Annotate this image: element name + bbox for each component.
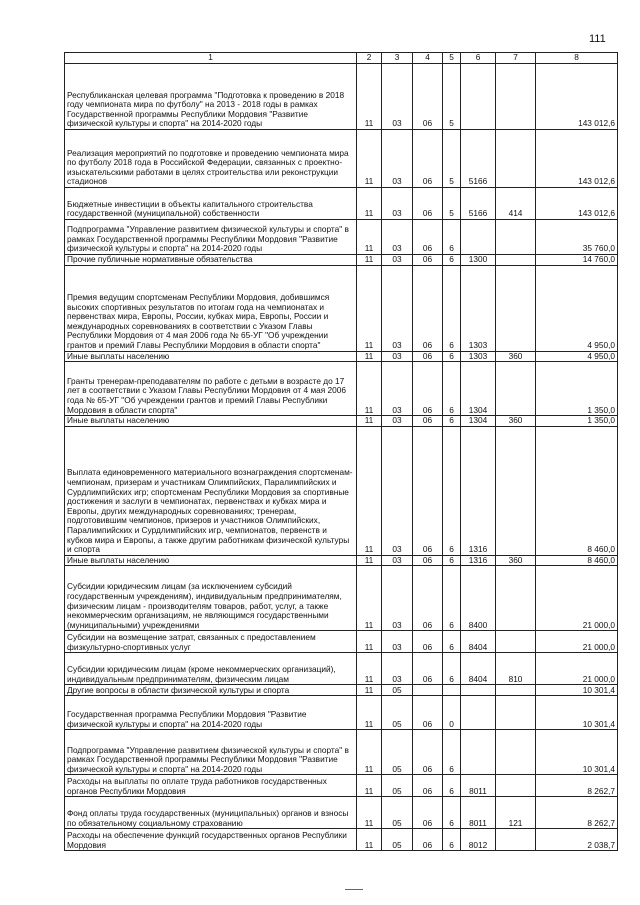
subprogram-code: 6	[443, 351, 461, 362]
subsection-code: 03	[382, 220, 413, 255]
row-description: Реализация мероприятий по подготовке и проведению чемпионата мира по футболу 2018 года в Российской Федерации, связанных с проектно-изыскательскими работами в целях строительства или реконструкции стадионов	[65, 130, 357, 188]
program-code: 06	[413, 130, 443, 188]
amount: 143 012,6	[536, 64, 618, 130]
amount: 21 000,0	[536, 653, 618, 685]
subsection-code: 05	[382, 685, 413, 696]
program-code: 06	[413, 555, 443, 566]
table-row	[65, 416, 618, 427]
amount: 10 301,4	[536, 696, 618, 730]
subsection-code: 05	[382, 829, 413, 851]
amount: 2 038,7	[536, 829, 618, 851]
item-code: 1316	[461, 555, 496, 566]
row-description: Расходы на обеспечение функций государственных органов Республики Мордовия	[65, 829, 357, 851]
page-number: 111	[589, 33, 606, 45]
program-code: 06	[413, 829, 443, 851]
program-code: 06	[413, 255, 443, 266]
header-cell: 1	[65, 53, 357, 64]
amount: 10 301,4	[536, 685, 618, 696]
amount: 21 000,0	[536, 566, 618, 631]
item-code: 5166	[461, 130, 496, 188]
expense-type-code	[496, 775, 536, 797]
table-row	[65, 566, 618, 631]
section-code: 11	[357, 696, 382, 730]
subprogram-code: 0	[443, 696, 461, 730]
row-description: Выплата единовременного материального вознаграждения спортсменам-чемпионам, призерам и участникам Олимпийских, Паралимпийских и Сурдлимпийских игр; спортсменам Республики Мордовия за спортивные достижения и заслуги в чемпионатах, первенствах и кубках мира и Европы, других международных соревнованиях; тренерам, подготовившим чемпионов, призеров и участников Олимпийских, Паралимпийских и Сурдлимпийских игр, чемпионатов, первенств и кубков мира и Европы, а также другим работникам физической культуры и спорта	[65, 426, 357, 555]
program-code: 06	[413, 797, 443, 829]
row-description: Субсидии юридическим лицам (кроме некоммерческих организаций), индивидуальным предпринимателям, физическим лицам	[65, 653, 357, 685]
subprogram-code: 6	[443, 555, 461, 566]
table-header-row	[65, 53, 618, 64]
item-code: 1303	[461, 351, 496, 362]
expense-type-code: 810	[496, 653, 536, 685]
row-description: Прочие публичные нормативные обязательства	[65, 255, 357, 266]
amount: 1 350,0	[536, 362, 618, 416]
subsection-code: 03	[382, 188, 413, 220]
table-row	[65, 631, 618, 653]
item-code: 8011	[461, 797, 496, 829]
program-code: 06	[413, 265, 443, 351]
subprogram-code: 6	[443, 829, 461, 851]
program-code: 06	[413, 653, 443, 685]
subsection-code: 03	[382, 631, 413, 653]
header-cell: 5	[443, 53, 461, 64]
row-description: Государственная программа Республики Мордовия "Развитие физической культуры и спорта" на 2014-2020 годы	[65, 696, 357, 730]
section-code: 11	[357, 188, 382, 220]
table-row	[65, 220, 618, 255]
amount: 4 950,0	[536, 265, 618, 351]
subsection-code: 03	[382, 362, 413, 416]
item-code	[461, 730, 496, 775]
subprogram-code: 6	[443, 265, 461, 351]
header-cell: 6	[461, 53, 496, 64]
table-row	[65, 797, 618, 829]
subsection-code: 03	[382, 255, 413, 266]
expense-type-code	[496, 64, 536, 130]
subsection-code: 05	[382, 775, 413, 797]
row-description: Подпрограмма "Управление развитием физической культуры и спорта" в рамках Государственной программы Республики Мордовия "Развитие физической культуры и спорта" на 2014-2020 годы	[65, 220, 357, 255]
program-code: 06	[413, 188, 443, 220]
subsection-code: 05	[382, 696, 413, 730]
header-cell: 3	[382, 53, 413, 64]
subprogram-code: 6	[443, 653, 461, 685]
section-code: 11	[357, 130, 382, 188]
subsection-code: 03	[382, 351, 413, 362]
subprogram-code: 6	[443, 255, 461, 266]
item-code: 8011	[461, 775, 496, 797]
amount: 21 000,0	[536, 631, 618, 653]
amount: 4 950,0	[536, 351, 618, 362]
expense-type-code	[496, 566, 536, 631]
subprogram-code: 6	[443, 362, 461, 416]
subprogram-code: 5	[443, 64, 461, 130]
section-code: 11	[357, 416, 382, 427]
row-description: Расходы на выплаты по оплате труда работников государственных органов Республики Мордовия	[65, 775, 357, 797]
subprogram-code: 6	[443, 797, 461, 829]
table-row	[65, 696, 618, 730]
row-description: Субсидии на возмещение затрат, связанных с предоставлением физкультурно-спортивных услуг	[65, 631, 357, 653]
header-cell: 4	[413, 53, 443, 64]
section-code: 11	[357, 555, 382, 566]
row-description: Иные выплаты населению	[65, 416, 357, 427]
section-code: 11	[357, 255, 382, 266]
table-row	[65, 265, 618, 351]
program-code: 06	[413, 566, 443, 631]
row-description: Фонд оплаты труда государственных (муниципальных) органов и взносы по обязательному социальному страхованию	[65, 797, 357, 829]
subprogram-code: 5	[443, 130, 461, 188]
item-code: 1304	[461, 362, 496, 416]
amount: 8 262,7	[536, 797, 618, 829]
table-row	[65, 829, 618, 851]
table-row	[65, 351, 618, 362]
subsection-code: 03	[382, 566, 413, 631]
expense-type-code: 360	[496, 351, 536, 362]
amount: 8 460,0	[536, 426, 618, 555]
table-row	[65, 685, 618, 696]
expense-type-code	[496, 265, 536, 351]
row-description: Субсидии юридическим лицам (за исключением субсидий государственным учреждениям), индивидуальным предпринимателям, физическим лицам - производителям товаров, работ, услуг, а также некоммерческим организациям, не являющимся государственными (муниципальными) учреждениями	[65, 566, 357, 631]
amount: 35 760,0	[536, 220, 618, 255]
row-description: Другие вопросы в области физической культуры и спорта	[65, 685, 357, 696]
header-cell: 8	[536, 53, 618, 64]
expense-type-code	[496, 130, 536, 188]
program-code: 06	[413, 220, 443, 255]
amount: 1 350,0	[536, 416, 618, 427]
row-description: Подпрограмма "Управление развитием физической культуры и спорта" в рамках Государственной программы Республики Мордовия "Развитие физической культуры и спорта" на 2014-2020 годы	[65, 730, 357, 775]
item-code	[461, 220, 496, 255]
item-code: 8404	[461, 631, 496, 653]
section-code: 11	[357, 351, 382, 362]
subprogram-code: 6	[443, 416, 461, 427]
budget-table	[64, 52, 618, 851]
program-code: 06	[413, 362, 443, 416]
expense-type-code: 360	[496, 416, 536, 427]
amount: 10 301,4	[536, 730, 618, 775]
subsection-code: 05	[382, 797, 413, 829]
subsection-code: 03	[382, 555, 413, 566]
subsection-code: 03	[382, 64, 413, 130]
subprogram-code	[443, 685, 461, 696]
expense-type-code	[496, 829, 536, 851]
table-row	[65, 64, 618, 130]
table-row	[65, 130, 618, 188]
program-code: 06	[413, 351, 443, 362]
item-code	[461, 64, 496, 130]
section-code: 11	[357, 362, 382, 416]
subsection-code: 03	[382, 416, 413, 427]
program-code: 06	[413, 64, 443, 130]
section-code: 11	[357, 685, 382, 696]
program-code: 06	[413, 775, 443, 797]
section-code: 11	[357, 265, 382, 351]
table-row	[65, 730, 618, 775]
subprogram-code: 6	[443, 426, 461, 555]
subprogram-code: 6	[443, 566, 461, 631]
expense-type-code	[496, 685, 536, 696]
subprogram-code: 5	[443, 188, 461, 220]
program-code: 06	[413, 416, 443, 427]
section-code: 11	[357, 631, 382, 653]
header-cell: 7	[496, 53, 536, 64]
expense-type-code	[496, 426, 536, 555]
expense-type-code	[496, 730, 536, 775]
expense-type-code	[496, 220, 536, 255]
amount: 143 012,6	[536, 188, 618, 220]
table-row	[65, 426, 618, 555]
expense-type-code: 414	[496, 188, 536, 220]
program-code	[413, 685, 443, 696]
item-code: 5166	[461, 188, 496, 220]
table-row	[65, 188, 618, 220]
program-code: 06	[413, 631, 443, 653]
table-row	[65, 362, 618, 416]
section-code: 11	[357, 730, 382, 775]
subsection-code: 05	[382, 730, 413, 775]
table-row	[65, 775, 618, 797]
amount: 14 760,0	[536, 255, 618, 266]
section-code: 11	[357, 566, 382, 631]
subprogram-code: 6	[443, 220, 461, 255]
section-code: 11	[357, 64, 382, 130]
expense-type-code: 360	[496, 555, 536, 566]
table-row	[65, 255, 618, 266]
subsection-code: 03	[382, 653, 413, 685]
row-description: Иные выплаты населению	[65, 351, 357, 362]
amount: 8 262,7	[536, 775, 618, 797]
section-code: 11	[357, 829, 382, 851]
expense-type-code	[496, 631, 536, 653]
subprogram-code: 6	[443, 730, 461, 775]
row-description: Бюджетные инвестиции в объекты капитального строительства государственной (муниципальной) собственности	[65, 188, 357, 220]
section-code: 11	[357, 653, 382, 685]
program-code: 06	[413, 730, 443, 775]
row-description: Гранты тренерам-преподавателям по работе с детьми в возрасте до 17 лет в соответствии с Указом Главы Республики Мордовия от 4 мая 2006 года № 65-УГ "Об учреждении грантов и премий Главы Республики Мордовия в области спорта"	[65, 362, 357, 416]
section-code: 11	[357, 797, 382, 829]
amount: 143 012,6	[536, 130, 618, 188]
expense-type-code	[496, 696, 536, 730]
item-code: 8012	[461, 829, 496, 851]
expense-type-code: 121	[496, 797, 536, 829]
section-code: 11	[357, 426, 382, 555]
item-code: 1300	[461, 255, 496, 266]
expense-type-code	[496, 362, 536, 416]
section-code: 11	[357, 775, 382, 797]
item-code: 8404	[461, 653, 496, 685]
item-code: 1303	[461, 265, 496, 351]
item-code	[461, 696, 496, 730]
program-code: 06	[413, 426, 443, 555]
subsection-code: 03	[382, 265, 413, 351]
item-code: 1304	[461, 416, 496, 427]
item-code	[461, 685, 496, 696]
section-code: 11	[357, 220, 382, 255]
footer-mark	[345, 889, 363, 890]
amount: 8 460,0	[536, 555, 618, 566]
subprogram-code: 6	[443, 775, 461, 797]
item-code: 1316	[461, 426, 496, 555]
subprogram-code: 6	[443, 631, 461, 653]
table-row	[65, 555, 618, 566]
subsection-code: 03	[382, 130, 413, 188]
expense-type-code	[496, 255, 536, 266]
table-row	[65, 653, 618, 685]
subsection-code: 03	[382, 426, 413, 555]
program-code: 06	[413, 696, 443, 730]
item-code: 8400	[461, 566, 496, 631]
row-description: Премия ведущим спортсменам Республики Мордовия, добившимся высоких спортивных результатов по итогам года на чемпионатах и первенствах мира, Европы, России, кубках мира, Европы, России и международных соревнованиях в соответствии с Указом Главы Республики Мордовия от 4 мая 2006 года № 65-УГ "Об учреждении грантов и премий Главы Республики Мордовия в области спорта"	[65, 265, 357, 351]
row-description: Иные выплаты населению	[65, 555, 357, 566]
header-cell: 2	[357, 53, 382, 64]
row-description: Республиканская целевая программа "Подготовка к проведению в 2018 году чемпионата мира по футболу" на 2013 - 2018 годы в рамках Государственной программы Республики Мордовия "Развитие физической культуры и спорта" на 2014-2020 годы	[65, 64, 357, 130]
